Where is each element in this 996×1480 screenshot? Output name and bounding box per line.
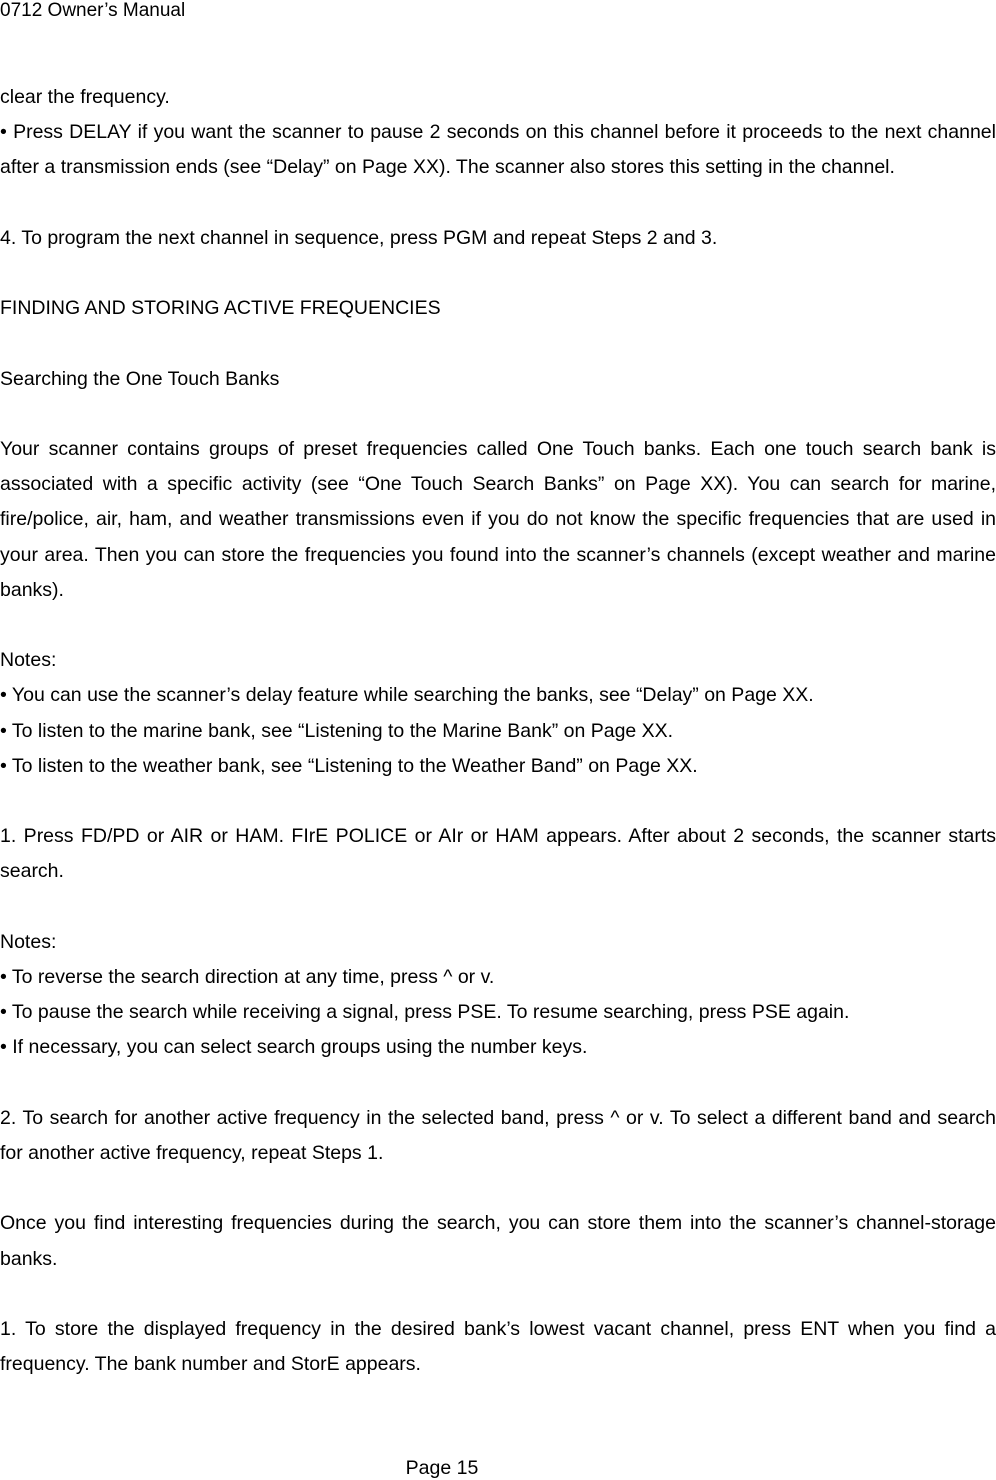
note-item: • You can use the scanner’s delay feature while searching the banks, see “Delay” on Page XX. <box>0 684 814 707</box>
note-item: • To listen to the weather bank, see “Listening to the Weather Band” on Page XX. <box>0 754 698 777</box>
spacer <box>0 256 996 291</box>
spacer <box>0 186 996 221</box>
spacer <box>0 890 996 925</box>
paragraph: 1. To store the displayed frequency in the desired bank’s lowest vacant channel, press ENT when you find a frequency. The bank number and StorE appears. <box>0 1317 996 1376</box>
paragraph: 4. To program the next channel in sequence, press PGM and repeat Steps 2 and 3. <box>0 226 718 249</box>
note-item: • To pause the search while receiving a signal, press PSE. To resume searching, press PSE again. <box>0 1001 850 1024</box>
paragraph: 1. Press FD/PD or AIR or HAM. FIrE POLICE or AIr or HAM appears. After about 2 seconds, the scanner starts search. <box>0 825 996 883</box>
page-header: 0712 Owner’s Manual <box>0 0 186 21</box>
notes-label: Notes: <box>0 930 57 953</box>
spacer <box>0 784 996 819</box>
paragraph: Your scanner contains groups of preset frequencies called One Touch banks. Each one touch search bank is associated with a specific activity (see “One Touch Search Banks” on Page XX). You can search for marine, fire/police, air, ham, and weather transmissions even if you do not know the specific frequencies that are used in your area. Then you can store the frequencies you found into the scanner’s channels (except weather and marine banks). <box>0 437 996 601</box>
subsection-heading: Searching the One Touch Banks <box>0 367 280 390</box>
page-content <box>0 80 996 1382</box>
spacer <box>0 1277 996 1312</box>
note-item: • To reverse the search direction at any time, press ^ or v. <box>0 965 495 988</box>
paragraph: • Press DELAY if you want the scanner to pause 2 seconds on this channel before it proceeds to the next channel after a transmission ends (see “Delay” on Page XX). The scanner also stores this setting in the channel. <box>0 121 996 179</box>
spacer <box>0 1171 996 1206</box>
note-item: • To listen to the marine bank, see “Listening to the Marine Bank” on Page XX. <box>0 719 674 742</box>
paragraph: 2. To search for another active frequency in the selected band, press ^ or v. To select a different band and search for another active frequency, repeat Steps 1. <box>0 1106 996 1164</box>
note-item: • If necessary, you can select search groups using the number keys. <box>0 1036 588 1059</box>
page-number: Page 15 <box>405 1457 479 1479</box>
paragraph: clear the frequency. <box>0 86 170 108</box>
spacer <box>0 1066 996 1101</box>
spacer <box>0 608 996 643</box>
section-heading: FINDING AND STORING ACTIVE FREQUENCIES <box>0 297 441 320</box>
paragraph: Once you find interesting frequencies during the search, you can store them into the scanner’s channel-storage banks. <box>0 1212 996 1270</box>
notes-label: Notes: <box>0 649 57 672</box>
spacer <box>0 326 996 361</box>
spacer <box>0 397 996 432</box>
